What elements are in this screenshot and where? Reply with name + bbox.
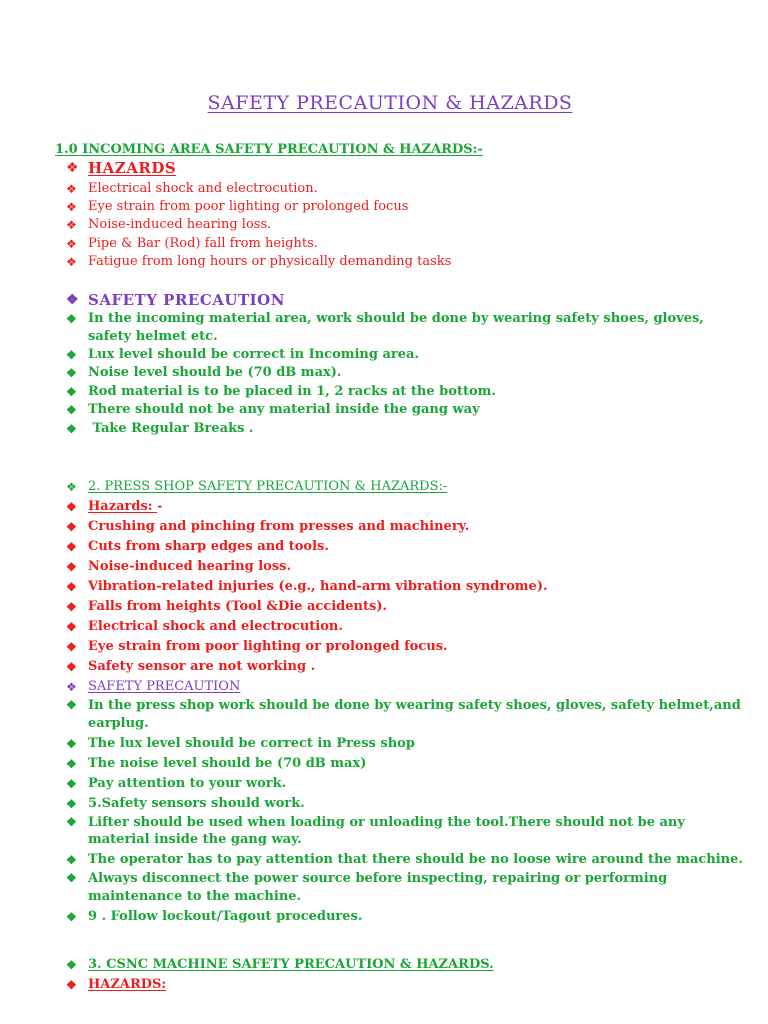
diamond-cross-icon: ❖	[66, 403, 77, 418]
list-item	[66, 383, 746, 401]
list-item	[66, 310, 746, 346]
diamond-cross-icon: ❖	[66, 871, 77, 886]
list-item	[66, 198, 726, 216]
list-item-text: In the incoming material area, work should be done by wearing safety shoes, gloves, safety helmet etc.	[88, 311, 704, 344]
diamond-cross-icon: ❖	[66, 796, 77, 811]
diamond-cross-icon: ❖	[66, 200, 77, 215]
list-item-text: Pay attention to your work.	[88, 775, 287, 791]
diamond-cross-icon: ❖	[66, 680, 77, 694]
list-item	[66, 557, 746, 577]
list-item	[66, 597, 746, 617]
diamond-cross-icon: ❖	[66, 348, 77, 362]
list-item-text: Falls from heights (Tool &Die accidents).	[88, 599, 387, 614]
list-item	[66, 401, 746, 419]
list-item-text: The noise level should be (70 dB max)	[88, 755, 367, 771]
list-item	[66, 477, 746, 497]
diamond-cross-icon: ❖	[66, 312, 77, 326]
section2-hazards-suffix: -	[157, 499, 163, 514]
list-item-text: Eye strain from poor lighting or prolonged focus.	[88, 639, 448, 654]
section3-hazards-label: HAZARDS:	[88, 977, 167, 992]
diamond-cross-icon: ❖	[66, 756, 77, 771]
diamond-cross-icon: ❖	[66, 620, 77, 634]
list-item	[66, 754, 746, 774]
diamond-cross-icon: ❖	[66, 698, 77, 712]
diamond-cross-icon: ❖	[66, 736, 77, 751]
list-item	[66, 577, 746, 597]
diamond-cross-icon: ❖	[66, 776, 77, 791]
diamond-cross-icon: ❖	[66, 978, 77, 992]
list-item-text: Eye strain from poor lighting or prolonged focus	[88, 199, 409, 215]
list-item	[66, 235, 726, 253]
list-item-text: Take Regular Breaks .	[88, 420, 254, 436]
list-item	[66, 346, 746, 364]
diamond-cross-icon: ❖	[66, 580, 77, 594]
list-item	[66, 955, 746, 975]
diamond-cross-icon: ❖	[66, 480, 77, 494]
list-item	[66, 517, 746, 537]
diamond-cross-icon: ❖	[66, 814, 77, 829]
list-item	[66, 870, 746, 905]
diamond-cross-icon: ❖	[66, 600, 77, 614]
list-item	[66, 290, 746, 312]
section1-hazards-label: HAZARDS	[88, 159, 177, 177]
list-item	[66, 158, 726, 180]
diamond-cross-icon: ❖	[66, 218, 77, 233]
list-item-text: Fatigue from long hours or physically demanding tasks	[88, 253, 452, 269]
list-item-text: 9 . Follow lockout/Tagout procedures.	[88, 908, 363, 924]
list-item	[66, 850, 746, 870]
section2-hazards-label: Hazards:	[88, 499, 158, 514]
diamond-cross-icon: ❖	[66, 384, 77, 399]
list-item-text: Noise-induced hearing loss.	[88, 559, 291, 574]
diamond-cross-icon: ❖	[66, 660, 77, 674]
diamond-cross-icon: ❖	[66, 292, 79, 308]
section2-list	[66, 477, 746, 927]
list-item-text: Always disconnect the power source before inspecting, repairing or performing maintenance to the machine.	[88, 871, 668, 904]
diamond-cross-icon: ❖	[66, 236, 77, 251]
section1-precaution-label: SAFETY PRECAUTION	[88, 291, 285, 309]
list-item-text: Cuts from sharp edges and tools.	[88, 539, 329, 554]
list-item	[66, 774, 746, 794]
list-item-text: The operator has to pay attention that there should be no loose wire around the machine.	[88, 852, 743, 868]
list-item	[66, 637, 746, 657]
diamond-cross-icon: ❖	[66, 520, 77, 534]
diamond-cross-icon: ❖	[66, 160, 79, 176]
list-item-text: Noise-induced hearing loss.	[88, 217, 272, 233]
diamond-cross-icon: ❖	[66, 500, 77, 514]
diamond-cross-icon: ❖	[66, 421, 77, 436]
diamond-cross-icon: ❖	[66, 560, 77, 574]
section3-list	[66, 955, 746, 995]
section3-heading: 3. CSNC MACHINE SAFETY PRECAUTION & HAZARDS.	[88, 957, 494, 972]
diamond-cross-icon: ❖	[66, 853, 77, 868]
diamond-cross-icon: ❖	[66, 958, 77, 972]
list-item	[66, 975, 746, 995]
list-item	[66, 734, 746, 754]
list-item-text: 5.Safety sensors should work.	[88, 795, 305, 811]
list-item-text: Safety sensor are not working .	[88, 659, 316, 674]
list-item-text: Vibration-related injuries (e.g., hand-arm vibration syndrome).	[88, 579, 548, 594]
document-title: SAFETY PRECAUTION & HAZARDS	[207, 92, 573, 114]
list-item	[66, 420, 746, 438]
list-item	[66, 253, 726, 271]
list-item-text: Electrical shock and electrocution.	[88, 619, 343, 634]
diamond-cross-icon: ❖	[66, 366, 77, 381]
list-item	[66, 537, 746, 557]
list-item-text: In the press shop work should be done by wearing safety shoes, gloves, safety helmet,and earplug.	[88, 698, 741, 731]
list-item	[66, 794, 746, 814]
list-item-text: Crushing and pinching from presses and machinery.	[88, 519, 470, 534]
diamond-cross-icon: ❖	[66, 182, 77, 196]
section1-hazards-list	[66, 158, 726, 271]
list-item-text: Lux level should be correct in Incoming area.	[88, 347, 419, 362]
list-item	[66, 617, 746, 637]
list-item-text: Noise level should be (70 dB max).	[88, 365, 342, 381]
list-item-text: Pipe & Bar (Rod) fall from heights.	[88, 235, 318, 251]
list-item	[66, 497, 746, 517]
list-item	[66, 216, 726, 234]
list-item-text: There should not be any material inside the gang way	[88, 402, 480, 418]
diamond-cross-icon: ❖	[66, 254, 77, 269]
list-item-text: Electrical shock and electrocution.	[88, 181, 318, 196]
list-item	[66, 697, 746, 732]
list-item	[66, 677, 746, 697]
list-item	[66, 180, 726, 198]
diamond-cross-icon: ❖	[66, 640, 77, 654]
list-item-text: Rod material is to be placed in 1, 2 racks at the bottom.	[88, 383, 496, 399]
section2-heading: 2. PRESS SHOP SAFETY PRECAUTION & HAZARDS:-	[88, 479, 448, 494]
list-item	[66, 814, 746, 849]
diamond-cross-icon: ❖	[66, 909, 77, 924]
section2-precaution-label: SAFETY PRECAUTION	[88, 679, 241, 694]
section1-precautions-list	[66, 290, 746, 438]
section1-heading: 1.0 INCOMING AREA SAFETY PRECAUTION & HAZARDS:-	[55, 142, 483, 157]
list-item	[66, 907, 746, 927]
diamond-cross-icon: ❖	[66, 540, 77, 554]
list-item	[66, 657, 746, 677]
list-item-text: Lifter should be used when loading or unloading the tool.There should not be any material inside the gang way.	[88, 814, 685, 848]
list-item	[66, 364, 746, 382]
list-item-text: The lux level should be correct in Press shop	[88, 735, 415, 751]
